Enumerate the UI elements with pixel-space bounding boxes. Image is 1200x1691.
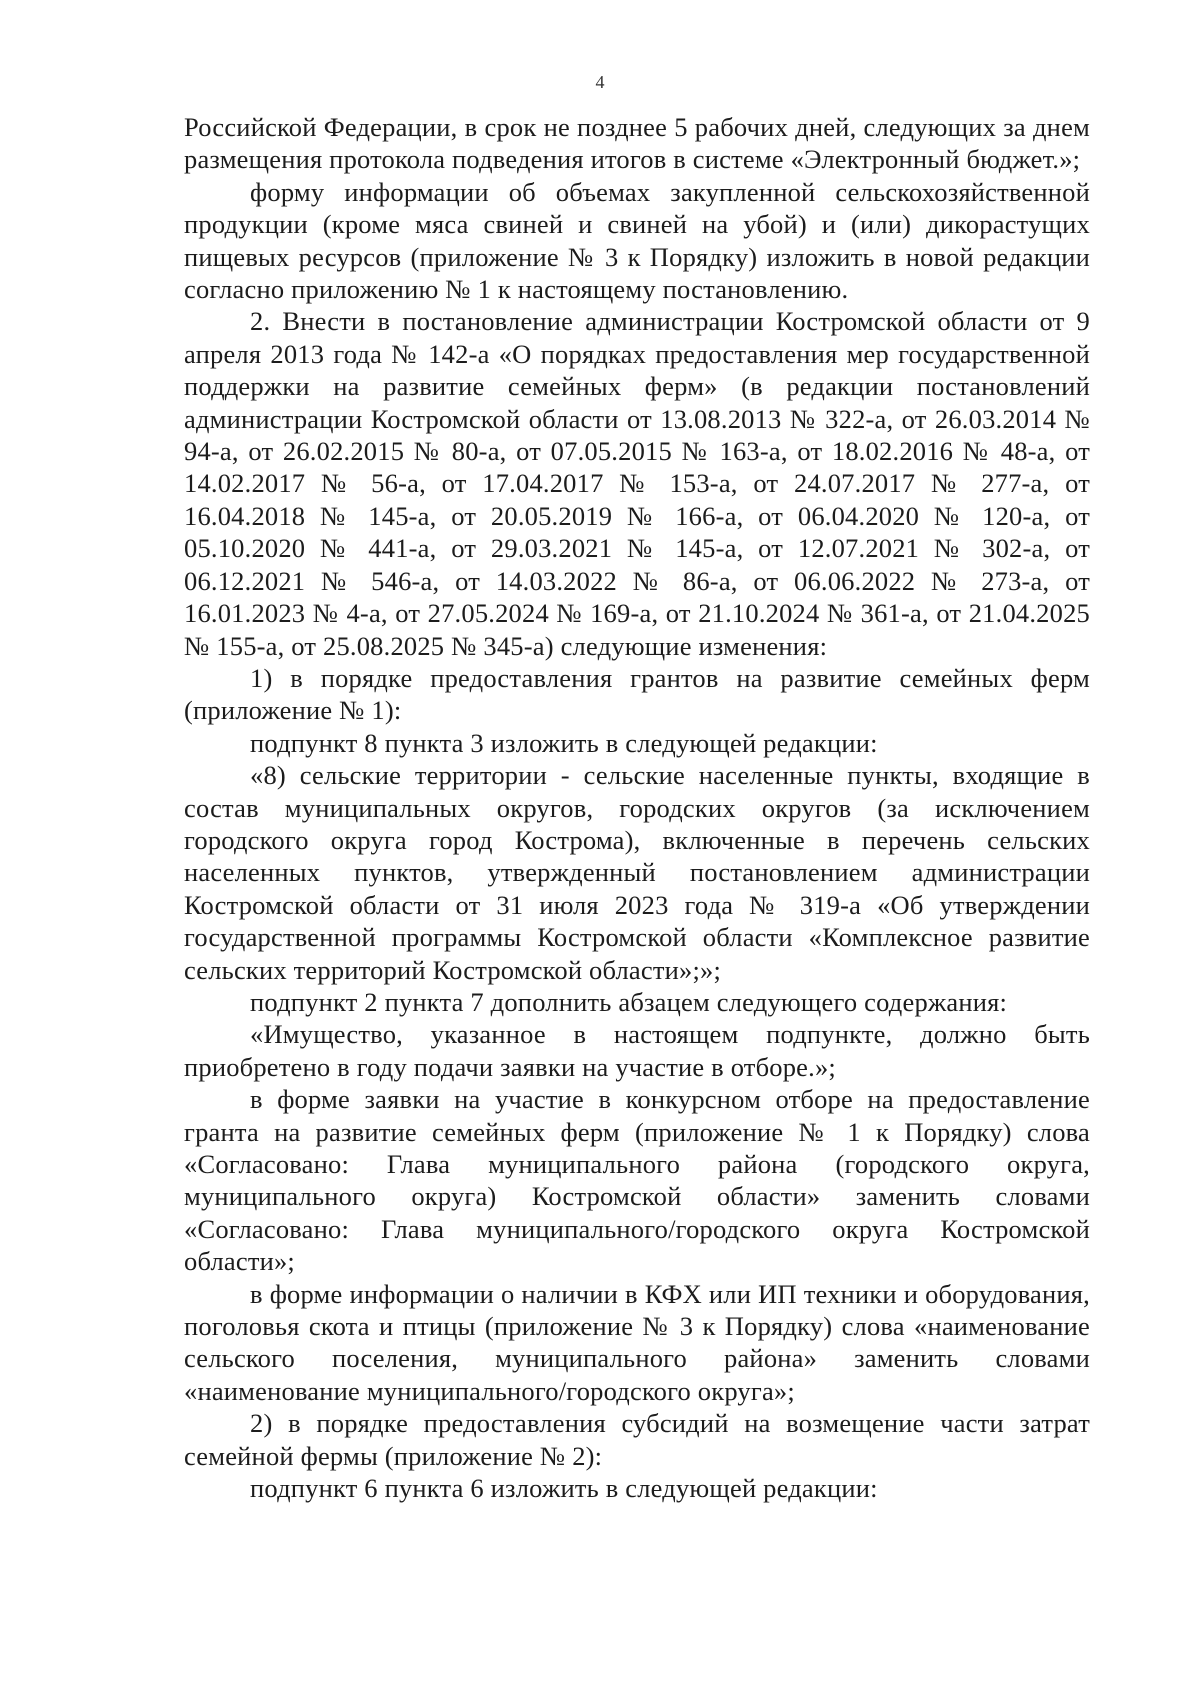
paragraph-form-info: форму информации об объемах закупленной сельскохозяйственной продукции (кроме мяса свиней и свиней на убой) и (или) дикорастущих пищевых ресурсов (приложение № 3 к Порядку) изложить в новой редакции согласно приложению № 1 к настоящему постановлению.: [184, 176, 1090, 305]
paragraph-equipment-form: в форме информации о наличии в КФХ или ИП техники и оборудования, поголовья скота и птицы (приложение № 3 к Порядку) слова «наименование сельского поселения, муниципального района» заменить словами «наименование муниципального/городского округа»;: [184, 1278, 1090, 1406]
paragraph-subitem-1: 1) в порядке предоставления грантов на развитие семейных ферм (приложение № 1):: [184, 662, 1090, 726]
paragraph-application-form: в форме заявки на участие в конкурсном отборе на предоставление гранта на развитие семейных ферм (приложение № 1 к Порядку) слова «Согласовано: Глава муниципального района (городского округа, муниципального округа) Костромской области» заменить словами «Согласовано: Глава муниципального/городского округа Костромской области»;: [184, 1084, 1090, 1277]
paragraph-rural-territories: «8) сельские территории - сельские населенные пункты, входящие в состав муниципальных округов, городских округов (за исключением городского округа город Кострома), включенные в перечень сельских населенных пунктов, утвержденный постановлением администрации Костромской области от 31 июля 2023 года № 319-а «Об утверждении государственной программы Костромской области «Комплексное развитие сельских территорий Костромской области»;»;: [184, 760, 1090, 985]
paragraph-continuation: Российской Федерации, в срок не позднее 5 рабочих дней, следующих за днем размещения протокола подведения итогов в системе «Электронный бюджет.»;: [184, 112, 1090, 175]
document-body: [184, 111, 1090, 1504]
paragraph-property: «Имущество, указанное в настоящем подпункте, должно быть приобретено в году подачи заявки на участие в отборе.»;: [184, 1019, 1090, 1082]
paragraph-subpoint-2: подпункт 2 пункта 7 дополнить абзацем следующего содержания:: [250, 986, 1008, 1017]
paragraph-subitem-2: 2) в порядке предоставления субсидий на возмещение части затрат семейной фермы (приложение № 2):: [184, 1408, 1090, 1471]
paragraph-item-2: 2. Внести в постановление администрации Костромской области от 9 апреля 2013 года № 142-а «О порядках предоставления мер государственной поддержки на развитие семейных ферм» (в редакции постановлений администрации Костромской области от 13.08.2013 № 322-а, от 26.03.2014 № 94-а, от 26.02.2015 № 80-а, от 07.05.2015 № 163-а, от 18.02.2016 № 48-а, от 14.02.2017 № 56-а, от 17.04.2017 № 153-а, от 24.07.2017 № 277-а, от 16.04.2018 № 145-а, от 20.05.2019 № 166-а, от 06.04.2020 № 120-а, от 05.10.2020 № 441-а, от 29.03.2021 № 145-а, от 12.07.2021 № 302-а, от 06.12.2021 № 546-а, от 14.03.2022 № 86-а, от 06.06.2022 № 273-а, от 16.01.2023 № 4-а, от 27.05.2024 № 169-а, от 21.10.2024 № 361-а, от 21.04.2025 № 155-а, от 25.08.2025 № 345-а) следующие изменения:: [184, 306, 1090, 661]
page-number: 4: [595, 72, 605, 92]
paragraph-subpoint-6: подпункт 6 пункта 6 изложить в следующей редакции:: [250, 1473, 878, 1504]
paragraph-subpoint-8: подпункт 8 пункта 3 изложить в следующей редакции:: [250, 727, 878, 758]
